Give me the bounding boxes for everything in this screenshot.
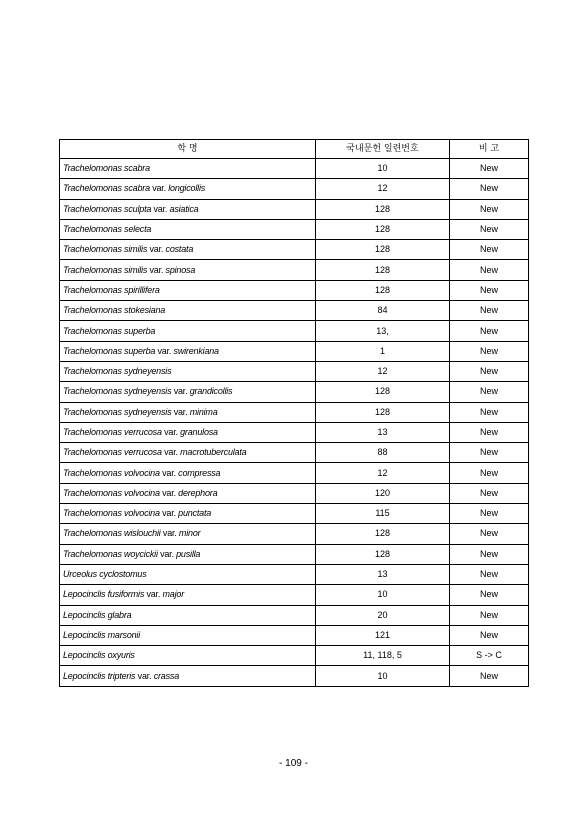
table-row	[60, 361, 529, 381]
scientific-name-cell	[60, 605, 316, 625]
rank-label: var.	[173, 406, 188, 417]
remarks-cell: New	[450, 463, 529, 483]
species-name: Lepocinclis glabra	[63, 609, 132, 620]
remarks-cell: New	[450, 159, 529, 179]
species-name: Trachelomonas wislouchii	[63, 528, 161, 539]
rank-label: var.	[162, 508, 176, 519]
remarks-cell: New	[450, 402, 529, 422]
reference-number-cell: 128	[316, 260, 450, 280]
scientific-name-cell	[60, 341, 316, 361]
table-row	[60, 280, 529, 300]
remarks-cell: New	[450, 443, 529, 463]
table-row	[60, 666, 529, 686]
table-row	[60, 625, 529, 645]
rank-label: var.	[162, 467, 176, 478]
remarks-cell: New	[450, 240, 529, 260]
rank-label: var.	[164, 447, 178, 458]
header-reference-number: 국내문헌 일련번호	[316, 140, 450, 159]
table-row	[60, 219, 529, 239]
remarks-cell: New	[450, 219, 529, 239]
reference-number-cell: 120	[316, 483, 450, 503]
reference-number-cell: 13,	[316, 321, 450, 341]
species-name: Lepocinclis oxyuris	[63, 650, 135, 661]
remarks-cell: New	[450, 422, 529, 442]
remarks-cell: New	[450, 260, 529, 280]
scientific-name-cell	[60, 666, 316, 686]
scientific-name-cell	[60, 260, 316, 280]
rank-label: var.	[162, 487, 176, 498]
species-name: Trachelomonas sculpta	[63, 203, 152, 214]
rank-label: var.	[173, 386, 188, 397]
remarks-cell: New	[450, 341, 529, 361]
scientific-name-cell	[60, 504, 316, 524]
reference-number-cell: 128	[316, 219, 450, 239]
table-row	[60, 159, 529, 179]
table-row	[60, 483, 529, 503]
table-row	[60, 260, 529, 280]
remarks-cell: New	[450, 585, 529, 605]
reference-number-cell: 12	[316, 463, 450, 483]
remarks-cell: New	[450, 564, 529, 584]
scientific-name-cell	[60, 382, 316, 402]
reference-number-cell: 13	[316, 422, 450, 442]
infraspecific-name: minima	[189, 406, 218, 417]
species-name: Trachelomonas woycickii	[63, 548, 158, 559]
species-name: Trachelomonas similis	[63, 244, 148, 255]
species-name: Trachelomonas similis	[63, 264, 148, 275]
rank-label: var.	[146, 589, 161, 600]
reference-number-cell: 88	[316, 443, 450, 463]
rank-label: var.	[160, 548, 174, 559]
species-name: Trachelomonas sydneyensis	[63, 386, 172, 397]
scientific-name-cell	[60, 544, 316, 564]
infraspecific-name: granulosa	[180, 427, 218, 437]
table-row	[60, 585, 529, 605]
reference-number-cell: 10	[316, 585, 450, 605]
infraspecific-name: major	[162, 589, 184, 600]
infraspecific-name: compressa	[178, 467, 221, 478]
scientific-name-cell	[60, 219, 316, 239]
reference-number-cell: 84	[316, 301, 450, 321]
scientific-name-cell	[60, 483, 316, 503]
species-name: Trachelomonas volvocina	[63, 467, 160, 478]
scientific-name-cell	[60, 443, 316, 463]
remarks-cell: New	[450, 280, 529, 300]
remarks-cell: New	[450, 321, 529, 341]
reference-number-cell: 115	[316, 504, 450, 524]
remarks-cell: New	[450, 666, 529, 686]
species-name: Trachelomonas selecta	[63, 224, 152, 235]
infraspecific-name: derephora	[178, 487, 218, 498]
scientific-name-cell	[60, 361, 316, 381]
species-name: Trachelomonas verrucosa	[63, 427, 162, 437]
reference-number-cell: 12	[316, 361, 450, 381]
species-name: Trachelomonas superba	[63, 345, 156, 356]
scientific-name-cell	[60, 321, 316, 341]
species-name: Trachelomonas stokesiana	[63, 305, 166, 316]
rank-label: var.	[164, 427, 178, 437]
scientific-name-cell	[60, 402, 316, 422]
scientific-name-cell	[60, 463, 316, 483]
infraspecific-name: grandicollis	[189, 386, 233, 397]
remarks-cell: New	[450, 301, 529, 321]
table-row	[60, 341, 529, 361]
infraspecific-name: asiatica	[169, 203, 199, 214]
infraspecific-name: minor	[178, 528, 201, 539]
remarks-cell: New	[450, 524, 529, 544]
reference-number-cell: 10	[316, 666, 450, 686]
reference-number-cell: 128	[316, 199, 450, 219]
scientific-name-cell	[60, 179, 316, 199]
species-name: Lepocinclis tripteris	[63, 670, 136, 681]
scientific-name-cell	[60, 585, 316, 605]
table-row	[60, 544, 529, 564]
table-row	[60, 524, 529, 544]
scientific-name-cell	[60, 280, 316, 300]
table-body	[60, 159, 529, 687]
species-name: Trachelomonas superba	[63, 325, 156, 336]
remarks-cell: New	[450, 605, 529, 625]
rank-label: var.	[149, 264, 164, 275]
table-row	[60, 564, 529, 584]
scientific-name-cell	[60, 625, 316, 645]
remarks-cell: New	[450, 361, 529, 381]
species-name: Urceolus cyclostomus	[63, 569, 147, 580]
table-row	[60, 321, 529, 341]
species-name: Trachelomonas scabra	[63, 163, 150, 174]
rank-label: var.	[153, 203, 168, 214]
rank-label: var.	[162, 528, 177, 539]
reference-number-cell: 128	[316, 240, 450, 260]
scientific-name-cell	[60, 159, 316, 179]
table-row	[60, 504, 529, 524]
remarks-cell: New	[450, 504, 529, 524]
page-number: - 109 -	[279, 758, 308, 769]
remarks-cell: New	[450, 483, 529, 503]
infraspecific-name: longicollis	[168, 183, 206, 194]
scientific-name-cell	[60, 301, 316, 321]
species-name: Lepocinclis fusiformis	[63, 589, 145, 600]
table-row	[60, 646, 529, 666]
reference-number-cell: 128	[316, 280, 450, 300]
table-row	[60, 240, 529, 260]
species-name: Trachelomonas volvocina	[63, 508, 160, 519]
reference-number-cell: 13	[316, 564, 450, 584]
scientific-name-cell	[60, 199, 316, 219]
table-row	[60, 443, 529, 463]
reference-number-cell: 128	[316, 402, 450, 422]
table-row	[60, 605, 529, 625]
header-remarks: 비 고	[450, 140, 529, 159]
header-scientific-name: 학 명	[60, 140, 316, 159]
species-name: Trachelomonas spirillifera	[63, 284, 160, 295]
scientific-name-cell	[60, 646, 316, 666]
infraspecific-name: crassa	[153, 670, 179, 681]
remarks-cell: New	[450, 382, 529, 402]
reference-number-cell: 11, 118, 5	[316, 646, 450, 666]
species-name: Trachelomonas sydneyensis	[63, 406, 172, 417]
remarks-cell: New	[450, 544, 529, 564]
species-name: Trachelomonas sydneyensis	[63, 366, 172, 377]
species-name: Trachelomonas volvocina	[63, 487, 160, 498]
reference-number-cell: 12	[316, 179, 450, 199]
table-row	[60, 402, 529, 422]
species-name: Lepocinclis marsonii	[63, 629, 141, 640]
reference-number-cell: 1	[316, 341, 450, 361]
infraspecific-name: macrotuberculata	[180, 447, 247, 458]
infraspecific-name: spinosa	[165, 264, 196, 275]
reference-number-cell: 128	[316, 544, 450, 564]
remarks-cell: S -> C	[450, 646, 529, 666]
infraspecific-name: punctata	[178, 508, 212, 519]
reference-number-cell: 121	[316, 625, 450, 645]
table-header-row	[60, 140, 529, 159]
table-row	[60, 199, 529, 219]
species-name: Trachelomonas scabra	[63, 183, 150, 194]
remarks-cell: New	[450, 179, 529, 199]
table-row	[60, 382, 529, 402]
remarks-cell: New	[450, 199, 529, 219]
rank-label: var.	[152, 183, 166, 194]
infraspecific-name: swirenkiana	[173, 345, 219, 356]
scientific-name-cell	[60, 240, 316, 260]
reference-number-cell: 10	[316, 159, 450, 179]
remarks-cell: New	[450, 625, 529, 645]
reference-number-cell: 128	[316, 382, 450, 402]
rank-label: var.	[137, 670, 152, 681]
rank-label: var.	[157, 345, 172, 356]
infraspecific-name: pusilla	[176, 548, 201, 559]
infraspecific-name: costata	[165, 244, 194, 255]
scientific-name-cell	[60, 422, 316, 442]
table-row	[60, 463, 529, 483]
reference-number-cell: 128	[316, 524, 450, 544]
rank-label: var.	[149, 244, 164, 255]
scientific-name-cell	[60, 564, 316, 584]
table-row	[60, 301, 529, 321]
species-table	[59, 139, 529, 687]
table-row	[60, 179, 529, 199]
species-name: Trachelomonas verrucosa	[63, 447, 162, 458]
reference-number-cell: 20	[316, 605, 450, 625]
scientific-name-cell	[60, 524, 316, 544]
table-row	[60, 422, 529, 442]
